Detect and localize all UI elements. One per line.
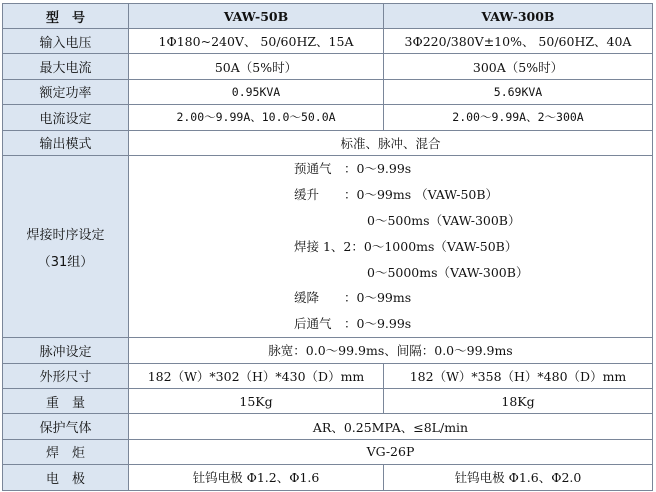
cell-model-b: 5.69KVA — [384, 79, 653, 104]
cell-model-b: 18Kg — [384, 388, 653, 413]
cell-both-models: 标准、脉冲、混合 — [129, 130, 653, 155]
cell-model-a: 1Φ180~240V、 50/60HZ、15A — [129, 29, 384, 54]
cell-model-b: 钍钨电极 Φ1.6、Φ2.0 — [384, 465, 653, 490]
row-label: 保护气体 — [3, 414, 129, 439]
spec-table — [2, 3, 653, 491]
timing-line: 后通气 ：0～9.99s — [294, 316, 412, 332]
row-label: 输出模式 — [3, 130, 129, 155]
cell-both-models: 脉宽：0.0～99.9ms、间隔：0.0～99.9ms — [129, 338, 653, 363]
row-input-voltage — [3, 29, 653, 54]
timing-label-line2: （31组） — [37, 254, 94, 270]
timing-line: 缓升 ：0～99ms （VAW-50B） — [294, 186, 499, 202]
row-label: 重 量 — [3, 388, 129, 413]
row-label: 外形尺寸 — [3, 363, 129, 388]
cell-model-b: 182（W）*358（H）*480（D）mm — [384, 363, 653, 388]
row-label: 输入电压 — [3, 29, 129, 54]
row-pulse-setting — [3, 338, 653, 363]
row-timing — [3, 155, 653, 337]
row-max-current — [3, 54, 653, 79]
cell-model-a: 钍钨电极 Φ1.2、Φ1.6 — [129, 465, 384, 490]
cell-both-models: VG-26P — [129, 439, 653, 464]
timing-cell — [129, 155, 653, 337]
cell-model-b: 300A（5%时） — [384, 54, 653, 79]
row-dimensions — [3, 363, 653, 388]
timing-line: 0～500ms（VAW-300B） — [367, 212, 521, 228]
row-label: 焊 炬 — [3, 439, 129, 464]
row-rated-power — [3, 79, 653, 104]
header-label: 型 号 — [3, 4, 129, 29]
row-torch — [3, 439, 653, 464]
row-label: 最大电流 — [3, 54, 129, 79]
header-model-b: VAW-300B — [384, 4, 653, 29]
row-label — [3, 155, 129, 337]
cell-model-b: 2.00～9.99A、2～300A — [384, 105, 653, 130]
timing-label-line1: 焊接时序设定 — [26, 227, 105, 243]
cell-both-models: AR、0.25MPA、≤8L/min — [129, 414, 653, 439]
row-weight — [3, 388, 653, 413]
timing-line: 焊接 1、2：0～1000ms（VAW-50B） — [294, 238, 518, 254]
header-row — [3, 4, 653, 29]
row-label: 脉冲设定 — [3, 338, 129, 363]
header-model-a: VAW-50B — [129, 4, 384, 29]
cell-model-a: 182（W）*302（H）*430（D）mm — [129, 363, 384, 388]
cell-model-b: 3Φ220/380V±10%、 50/60HZ、40A — [384, 29, 653, 54]
timing-line: 0～5000ms（VAW-300B） — [367, 264, 529, 280]
cell-model-a: 0.95KVA — [129, 79, 384, 104]
cell-model-a: 2.00～9.99A、10.0～50.0A — [129, 105, 384, 130]
row-shielding-gas — [3, 414, 653, 439]
cell-model-a: 15Kg — [129, 388, 384, 413]
row-current-setting — [3, 105, 653, 130]
timing-line: 缓降 ：0～99ms — [294, 290, 412, 306]
timing-line: 预通气 ：0～9.99s — [294, 160, 412, 176]
row-label: 电 极 — [3, 465, 129, 490]
row-electrode — [3, 465, 653, 490]
row-label: 电流设定 — [3, 105, 129, 130]
cell-model-a: 50A（5%时） — [129, 54, 384, 79]
row-label: 额定功率 — [3, 79, 129, 104]
row-output-mode — [3, 130, 653, 155]
